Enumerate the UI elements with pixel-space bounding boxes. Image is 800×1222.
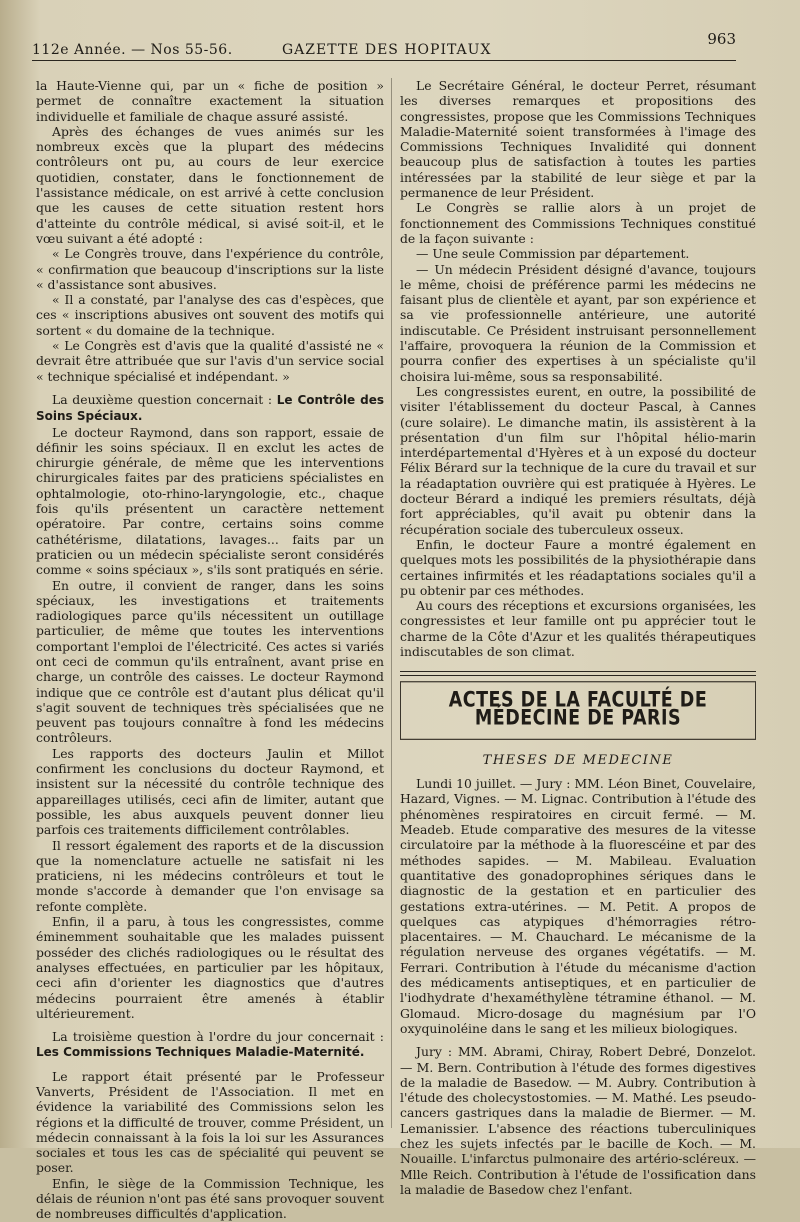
section-heading: Les Commissions Techniques Maladie-Maternité. — [36, 1045, 365, 1060]
theses-heading: THESES DE MEDECINE — [482, 752, 674, 768]
column-divider — [391, 78, 392, 1128]
paragraph: Après des échanges de vues animés sur les nombreux excès que la plupart des médecins contrôleurs ont pu, au cours de leur exercice quotidien, constater, dans le fonctionnement de l'assistance médicale, on est arrivé à cette conclusion que les causes de cette situation restent hors d'atteinte du contrôle médical, si avisé soit-il, et le vœu suivant a été adopté : — [36, 123, 384, 246]
journal-title: GAZETTE DES HOPITAUX — [282, 42, 492, 58]
paragraph: Le Congrès se rallie alors à un projet de fonctionnement des Commissions Techniques constitué de la façon suivante : — [400, 200, 756, 246]
section-intro — [36, 1029, 384, 1061]
paragraph: Les rapports des docteurs Jaulin et Millot confirment les conclusions du docteur Raymond, et insistent sur la nécessité du contrôle technique des appareillages utilisés, ceci afin de limiter, autant que possible, les abus auxquels peuvent donner lieu parfois ces traitements difficilement contrôlables. — [36, 745, 384, 838]
section-intro-text: La deuxième question concernait : — [52, 391, 277, 407]
running-header — [32, 38, 736, 61]
right-column — [400, 78, 756, 1197]
theses-paragraph: Lundi 10 juillet. — Jury : MM. Léon Binet, Couvelaire, Hazard, Vignes. — M. Lignac. Contribution à l'étude des phénomènes respiratoires en circuit fermé. — M. Meadeb. Etude comparative des mesures de la vitesse circulatoire par la méthode à la fluorescéine et par des méthodes sapides. — M. Mabileau. Evaluation quantitative des gonadoprophines sériques dans le diagnostic de la gestation et en particulier des gestations extra-utérines. — M. Petit. A propos de quelques cas atypiques d'hémorragies rétro-placentaires. — M. Chauchard. Le mécanisme de la régulation nerveuse des organes végétatifs. — M. Ferrari. Contribution à l'étude du mécanisme d'action des médicaments antiseptiques, et en particulier de l'iodhydrate d'hexaméthylène tétramine éthanol. — M. Glomaud. Micro-dosage du magnésium par l'O oxyquinoléine dans le sang et les milieux biologiques. — [400, 776, 756, 1036]
issue-info: 112e Année. — Nos 55-56. — [32, 42, 233, 58]
paragraph: — Une seule Commission par département. — [416, 246, 690, 262]
paragraph: Les congressistes eurent, en outre, la possibilité de visiter l'établissement du docteur Pascal, à Cannes (cure solaire). Le dimanche matin, ils assistèrent à la présentation d'un film sur l'hôpital hélio-marin interdépartemental d'Hyères et à un exposé du docteur Félix Bérard sur la technique de la cure du travail et sur la réadaptation ouvrière qui est pratiquée à Hyères. Le docteur Bérard a indiqué les premiers résultats, déjà fort appréciables, qu'il avait pu obtenir dans la récupération sociale des tuberculeux osseux. — [400, 383, 756, 537]
paragraph: En outre, il convient de ranger, dans les soins spéciaux, les investigations et traitements radiologiques parce qu'ils nécessitent un outillage particulier, de même que toutes les interventions comportant l'emploi de l'électricité. Ces actes si variés ont ceci de commun qu'ils entraînent, avant prise en charge, un contrôle des caisses. Le docteur Raymond indique que ce contrôle est d'autant plus délicat qu'il s'agit souvent de techniques très spécialisées que ne peuvent pas toujours connaître à fond les médecins contrôleurs. — [36, 577, 384, 746]
double-rule — [400, 671, 756, 676]
paragraph: Au cours des réceptions et excursions organisées, les congressistes et leur famille ont pu apprécier tout le charme de la Côte d'Azur et les qualités thérapeutiques indiscutables de son climat. — [400, 598, 756, 659]
paragraph: Enfin, il a paru, à tous les congressistes, comme éminemment souhaitable que les malades puissent posséder des clichés radiologiques ou le résultat des analyses effectuées, en particulier par les hôpitaux, ceci afin d'orienter les diagnostics que d'autres médecins pourraient être amenés à établir ultérieurement. — [36, 914, 384, 1021]
page-number: 963 — [707, 30, 736, 48]
faculty-section-title: ACTES DE LA FACULTÉ DE MÉDECINE DE PARIS — [400, 681, 756, 739]
section-intro-text: La troisième question à l'ordre du jour concernait : — [52, 1029, 384, 1045]
section-heading: Le Contrôle des Soins Spéciaux. — [36, 392, 384, 424]
paragraph: Le Secrétaire Général, le docteur Perret, résumant les diverses remarques et propositions des congressistes, propose que les Commissions Techniques Maladie-Maternité soient transformées à l'image des Commissions Techniques Invalidité qui donnent beaucoup plus de satisfaction à toutes les parties intéressées par la stabilité de leur siège et par la permanence de leur Président. — [400, 78, 756, 201]
left-column — [36, 78, 384, 1222]
paragraph: Il ressort également des raports et de la discussion que la nomenclature actuelle ne satisfait ni les praticiens, ni les médecins contrôleurs et tout le monde s'accorde à demander que l'on envisage sa refonte complète. — [36, 837, 384, 914]
paragraph: Le docteur Raymond, dans son rapport, essaie de définir les soins spéciaux. Il en exclut les actes de chirurgie générale, de même que les interventions chirurgicales faites par des praticiens spécialistes en ophtalmologie, oto-rhino-laryngologie, etc., chaque fois qu'ils présentent un caractère nettement opératoire. Par contre, certains soins comme cathétérisme, dilatations, lavages... faits par un praticien ou un médecin spécialiste seront considérés comme « soins spéciaux », s'ils sont pratiqués en série. — [36, 424, 384, 578]
paragraph: — Un médecin Président désigné d'avance, toujours le même, choisi de préférence parmi les médecins ne faisant plus de clientèle et ayant, par son expérience et sa vie professionnelle antérieure, une autorité indiscutable. Ce Président instruisant personnellement l'affaire, provoquera la réunion de la Commission et pourra confier des expertises à un spécialiste qu'il choisira lui-même, sous sa responsabilité. — [400, 261, 756, 384]
paragraph: la Haute-Vienne qui, par un « fiche de position » permet de connaître exactement la situation individuelle et familiale de chaque assuré assisté. — [36, 78, 384, 124]
quote-paragraph: « Le Congrès est d'avis que la qualité d'assisté ne « devrait être attribuée que sur l'avis d'un service social « technique spécialisé et indépendant. » — [36, 338, 384, 384]
section-intro — [36, 392, 384, 425]
paragraph: Enfin, le siège de la Commission Technique, les délais de réunion n'ont pas été sans provoquer souvent de nombreuses difficultés d'application. — [36, 1175, 384, 1222]
paragraph: Enfin, le docteur Faure a montré également en quelques mots les possibilités de la physiothérapie dans certaines infirmités et les réadaptations sociales qu'il a pu obtenir par ces méthodes. — [400, 536, 756, 598]
quote-paragraph: « Le Congrès trouve, dans l'expérience du contrôle, « confirmation que beaucoup d'inscriptions sur la liste « d'assistance sont abusives. — [36, 246, 384, 292]
paragraph: Le rapport était présenté par le Professeur Vanverts, Président de l'Association. Il met en évidence la variabilité des Commissions selon les régions et la difficulté de trouver, comme Président, un médecin connaissant à la fois la loi sur les Assurances sociales et tous les cas de spécialité qui peuvent se poser. — [36, 1068, 384, 1176]
quote-paragraph: « Il a constaté, par l'analyse des cas d'espèces, que ces « inscriptions abusives ont souvent des motifs qui sortent « du domaine de la technique. — [36, 292, 384, 338]
theses-paragraph: Jury : MM. Abrami, Chiray, Robert Debré, Donzelot. — M. Bern. Contribution à l'étude des formes digestives de la maladie de Basedow. — M. Aubry. Contribution à l'étude des cholecystostomies. — M. Mathé. Les pseudo-cancers gastriques dans la maladie de Biermer. — M. Lemanissier. L'absence des réactions tuberculiniques chez les sujets infectés par le bacille de Koch. — M. Nouaille. L'infarctus pulmonaire des artério-scléreux. — Mlle Reich. Contribution à l'étude de l'ossification dans la maladie de Basedow chez l'enfant. — [400, 1044, 756, 1197]
